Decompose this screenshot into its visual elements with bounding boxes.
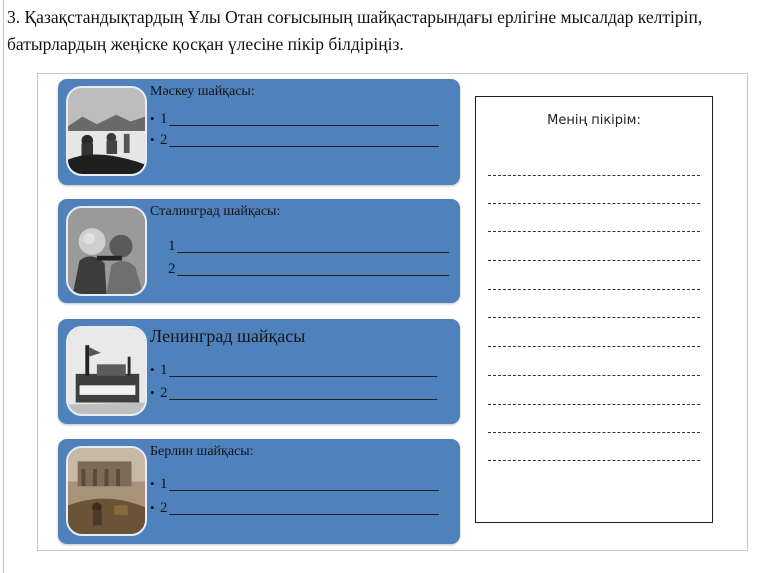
battle-card-stalingrad (58, 199, 460, 303)
answer-number: 2 (160, 500, 168, 516)
answer-blank[interactable] (169, 399, 437, 400)
battle-title-stalingrad: Сталинград шайқасы: (150, 204, 281, 219)
battle-title-berlin: Берлин шайқасы: (150, 444, 254, 459)
answer-number: 1 (168, 238, 176, 254)
battle-title-leningrad: Ленинград шайқасы (150, 326, 306, 346)
answer-number: 2 (168, 261, 176, 277)
bullet-icon: • (150, 385, 155, 400)
answer-number: 1 (160, 362, 168, 378)
stalingrad-battle-photo (66, 206, 147, 296)
answer-number: 1 (160, 111, 168, 127)
battle-card-moscow (58, 79, 460, 185)
bullet-icon: • (150, 500, 155, 515)
answer-blank[interactable] (169, 376, 437, 377)
moscow-battle-photo (66, 86, 147, 176)
battle-card-berlin (58, 439, 460, 544)
question-text: 3. Қазақстандықтардың Ұлы Отан соғысының шайқастарындағы ерлігіне мысалдар келтіріп, батырлардың жеңіске қосқан үлесіне пікір білдіріңіз. (7, 7, 703, 54)
answer-line-2[interactable] (150, 384, 437, 402)
page-edge (3, 0, 4, 573)
opinion-title: Менің пікірім: (547, 113, 641, 128)
battle-title-moscow: Мәскеу шайқасы: (150, 84, 255, 99)
opinion-line[interactable] (488, 432, 700, 433)
opinion-line[interactable] (488, 460, 700, 461)
answer-line-1[interactable] (150, 361, 437, 379)
opinion-line[interactable] (488, 231, 700, 232)
answer-blank[interactable] (169, 490, 439, 491)
bullet-icon: • (150, 132, 155, 147)
answer-line-2[interactable] (150, 499, 439, 517)
opinion-box[interactable] (475, 96, 713, 523)
answer-blank[interactable] (169, 125, 439, 126)
answer-number: 2 (160, 132, 168, 148)
answer-blank[interactable] (169, 514, 439, 515)
bullet-icon: • (150, 476, 155, 491)
opinion-line[interactable] (488, 404, 700, 405)
battle-card-leningrad (58, 319, 460, 424)
berlin-battle-photo (66, 446, 147, 536)
opinion-line[interactable] (488, 260, 700, 261)
bullet-icon: • (150, 111, 155, 126)
answer-number: 1 (160, 476, 168, 492)
opinion-line[interactable] (488, 289, 700, 290)
answer-blank[interactable] (177, 275, 449, 276)
answer-line-1[interactable] (150, 110, 439, 128)
opinion-line[interactable] (488, 317, 700, 318)
answer-blank[interactable] (169, 146, 439, 147)
bullet-icon: • (150, 362, 155, 377)
opinion-line[interactable] (488, 175, 700, 176)
answer-line-1[interactable] (150, 475, 439, 493)
answer-blank[interactable] (177, 252, 449, 253)
answer-line-2[interactable] (150, 131, 439, 149)
worksheet-panel (37, 73, 748, 551)
opinion-line[interactable] (488, 375, 700, 376)
answer-line-1[interactable] (168, 237, 449, 255)
answer-line-2[interactable] (168, 260, 449, 278)
answer-number: 2 (160, 385, 168, 401)
opinion-line[interactable] (488, 346, 700, 347)
leningrad-battle-photo (66, 326, 147, 416)
opinion-line[interactable] (488, 203, 700, 204)
